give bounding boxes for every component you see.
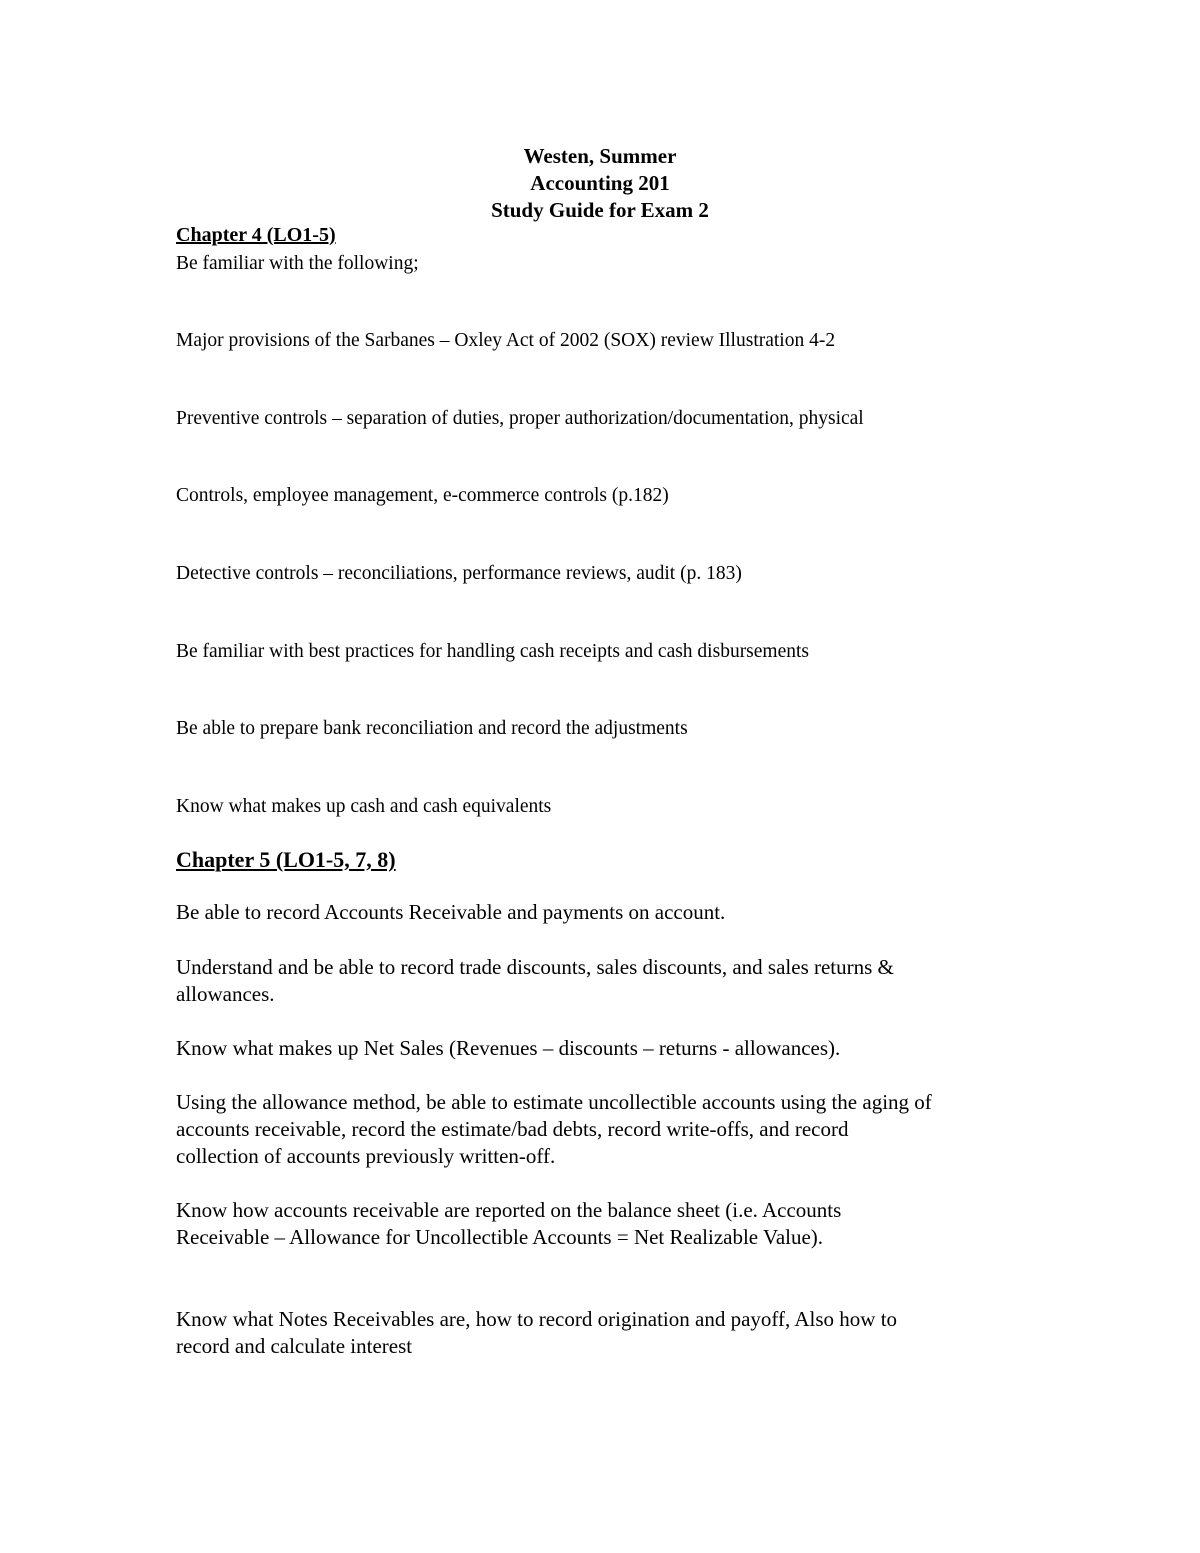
chapter5-item: allowances. [176,982,275,1006]
chapter4-item: Be familiar with best practices for handling cash receipts and cash disbursements [176,641,810,662]
chapter4-item: Be able to prepare bank reconciliation and record the adjustments [176,718,688,739]
chapter5-item: Receivable – Allowance for Uncollectible Accounts = Net Realizable Value). [176,1225,824,1249]
chapter4-item: Major provisions of the Sarbanes – Oxley Act of 2002 (SOX) review Illustration 4-2 [176,330,836,351]
header-name: Westen, Summer [523,144,677,168]
chapter5-heading: Chapter 5 (LO1-5, 7, 8) [176,847,396,872]
chapter5-item: Understand and be able to record trade discounts, sales discounts, and sales returns & [176,955,894,979]
chapter5-item: accounts receivable, record the estimate/bad debts, record write-offs, and record [176,1117,849,1141]
chapter5-item: Know what Notes Receivables are, how to record origination and payoff, Also how to [176,1307,898,1331]
chapter4-item: Know what makes up cash and cash equivalents [176,796,552,817]
chapter5-item: record and calculate interest [176,1334,413,1358]
chapter4-item: Preventive controls – separation of duties, proper authorization/documentation, physical [176,408,864,429]
chapter5-item: Be able to record Accounts Receivable and payments on account. [176,900,726,924]
chapter5-item: collection of accounts previously written-off. [176,1144,556,1168]
chapter4-heading: Chapter 4 (LO1-5) [176,224,336,246]
chapter4-item: Detective controls – reconciliations, performance reviews, audit (p. 183) [176,563,742,584]
header-title: Study Guide for Exam 2 [491,198,709,222]
chapter4-item: Be familiar with the following; [176,253,419,274]
chapter5-item: Know how accounts receivable are reported on the balance sheet (i.e. Accounts [176,1198,842,1222]
chapter5-item: Using the allowance method, be able to estimate uncollectible accounts using the aging of [176,1090,932,1114]
chapter4-item: Controls, employee management, e-commerce controls (p.182) [176,485,669,506]
chapter5-item: Know what makes up Net Sales (Revenues – discounts – returns - allowances). [176,1036,841,1060]
header-course: Accounting 201 [530,171,670,195]
